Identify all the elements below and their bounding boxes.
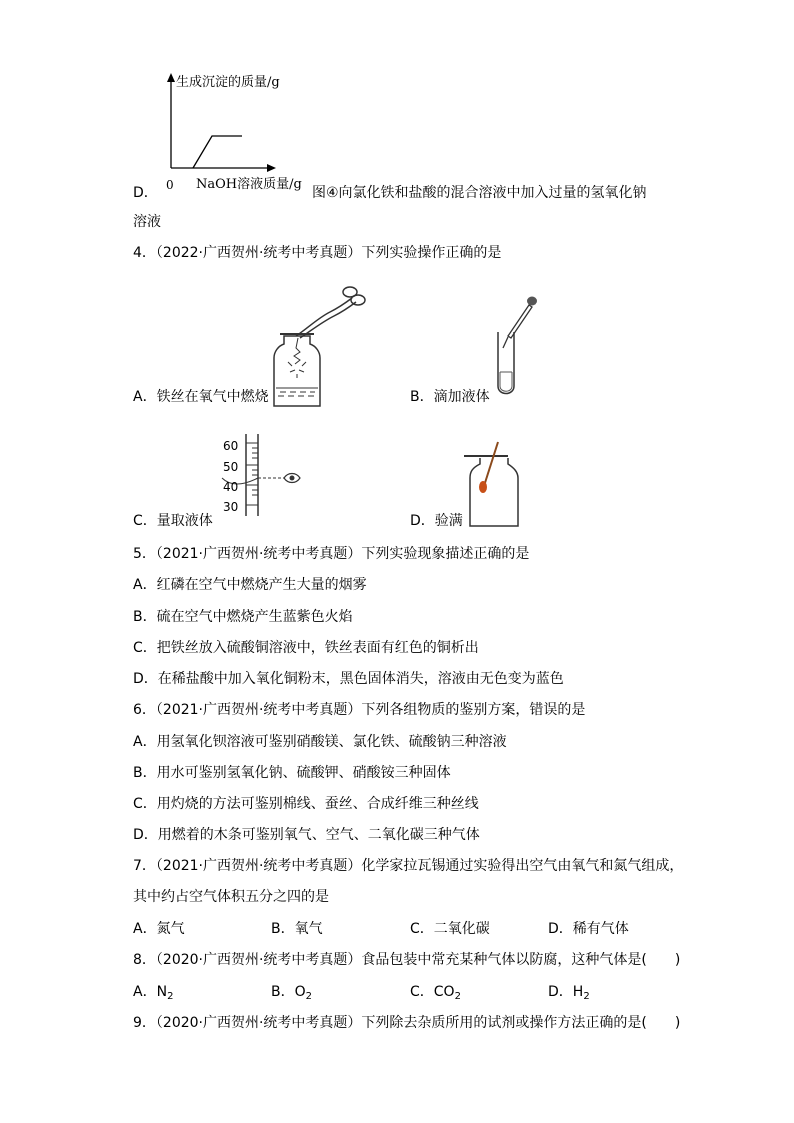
cylinder-tick-30: 30 bbox=[223, 500, 239, 514]
q8-stem: 8．（2020·广西贺州·统考中考真题）食品包装中常充某种气体以防腐，这种气体是( ) bbox=[133, 952, 681, 968]
q5-option-b: B．硫在空气中燃烧产生蓝紫色火焰 bbox=[133, 609, 353, 625]
precipitate-graph bbox=[0, 0, 794, 200]
q4-stem: 4．（2022·广西贺州·统考中考真题）下列实验操作正确的是 bbox=[133, 245, 502, 261]
q6-option-d: D．用燃着的木条可鉴别氧气、空气、二氧化碳三种气体 bbox=[133, 827, 480, 843]
y-axis-label: 生成沉淀的质量/g bbox=[176, 75, 280, 90]
q7-stem: 7．（2021·广西贺州·统考中考真题）化学家拉瓦锡通过实验得出空气由氧气和氮气组成， bbox=[133, 858, 684, 874]
q7-option-c: C．二氧化碳 bbox=[410, 921, 490, 937]
q8-option-b: B．$O_2$ bbox=[271, 984, 312, 1002]
q5-option-d: D．在稀盐酸中加入氧化铜粉末，黑色固体消失，溶液由无色变为蓝色 bbox=[133, 671, 564, 687]
graph-caption: 图④向氯化铁和盐酸的混合溶液中加入过量的氢氧化钠 bbox=[312, 185, 647, 201]
q9-stem: 9．（2020·广西贺州·统考中考真题）下列除去杂质所用的试剂或操作方法正确的是( ) bbox=[133, 1015, 681, 1031]
q8-option-a: A．$N_2$ bbox=[133, 984, 174, 1002]
q5-stem: 5．（2021·广西贺州·统考中考真题）下列实验现象描述正确的是 bbox=[133, 546, 530, 562]
q7-option-d: D．稀有气体 bbox=[548, 921, 629, 937]
x-axis-label: NaOH溶液质量/g bbox=[196, 177, 302, 192]
q4-option-d: D．验满 bbox=[410, 513, 463, 529]
q4-option-c: C．量取液体 bbox=[133, 513, 213, 529]
q6-option-c: C．用灼烧的方法可鉴别棉线、蚕丝、合成纤维三种丝线 bbox=[133, 796, 479, 812]
q6-option-a: A．用氢氧化钡溶液可鉴别硝酸镁、氯化铁、硫酸钠三种溶液 bbox=[133, 734, 507, 750]
cylinder-tick-60: 60 bbox=[223, 439, 239, 453]
dropper-test-tube-illustration bbox=[486, 292, 546, 402]
q6-stem: 6．（2021·广西贺州·统考中考真题）下列各组物质的鉴别方案，错误的是 bbox=[133, 702, 586, 718]
q7-option-a: A．氮气 bbox=[133, 921, 185, 937]
q8-option-d: D．$H_2$ bbox=[548, 984, 590, 1002]
origin-label: 0 bbox=[166, 178, 174, 192]
q6-option-b: B．用水可鉴别氢氧化钠、硫酸钾、硝酸铵三种固体 bbox=[133, 765, 451, 781]
option-d-label: D． bbox=[133, 185, 158, 201]
q5-option-a: A．红磷在空气中燃烧产生大量的烟雾 bbox=[133, 577, 367, 593]
q7-option-b: B．氧气 bbox=[271, 921, 323, 937]
cylinder-tick-50: 50 bbox=[223, 460, 239, 474]
q4-option-a: A．铁丝在氧气中燃烧 bbox=[133, 389, 269, 405]
q7-stem-cont: 其中约占空气体积五分之四的是 bbox=[133, 889, 329, 905]
gas-bottle-match-illustration bbox=[458, 440, 538, 530]
graph-caption-cont: 溶液 bbox=[133, 214, 161, 230]
q4-option-b: B．滴加液体 bbox=[410, 389, 490, 405]
q8-option-c: C．$CO_2$ bbox=[410, 984, 461, 1002]
iron-burning-bottle-illustration bbox=[268, 278, 388, 408]
cylinder-tick-40: 40 bbox=[223, 480, 239, 494]
q5-option-c: C．把铁丝放入硫酸铜溶液中，铁丝表面有红色的铜析出 bbox=[133, 640, 479, 656]
